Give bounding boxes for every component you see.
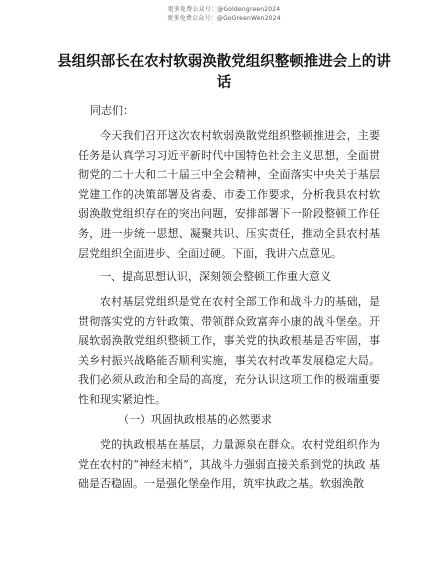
subsection-heading-1: （一）巩固执政根基的必然要求 bbox=[118, 413, 272, 426]
paragraph-significance: 农村基层党组织是党在农村全部工作和战斗力的基础，是贯彻落实党的方针政策、带领群众致富奔小康的战斗堡垒。开展软弱涣散党组织整顿工作，事关党的执政根基是否牢固，事关乡村振兴战略能否顺利实施，事关农村改革发展稳定大局。我们必须从政治和全局的高度，充分认识这项工作的极端重要性和现实紧迫性。 bbox=[78, 295, 380, 406]
paragraph-foundation: 党的执政根基在基层，力量源泉在群众。农村党组织作为党在农村的“神经末梢”，其战斗力强弱直接关系到党的执政 基础是否稳固。一是强化堡垒作用，筑牢执政之基。软弱涣散 bbox=[78, 438, 380, 491]
section-heading-1: 一、提高思想认识，深刻领会整顿工作重大意义 bbox=[100, 270, 331, 283]
salutation: 同志们： bbox=[90, 104, 134, 117]
document-title: 县组织部长在农村软弱涣散党组织整顿推进会上的讲话 bbox=[57, 54, 391, 91]
watermark-line-1: 更多免费公众号：@Goldengreen2024 bbox=[167, 6, 281, 13]
watermark-line-2: 更多免费公众号：@GoGreenWen2024 bbox=[167, 15, 281, 22]
paragraph-intro: 今天我们召开这次农村软弱涣散党组织整顿推进会，主要任务是认真学习习近平新时代中国特色社会主义思想，全面贯彻党的二十大和二十届三中全会精神，全面落实中央关于基层党建工作的决策部署及省委、市委工作要求，分析我县农村软弱涣散党组织存在的突出问题，安排部署下一阶段整顿工作任务，进一步统一思想、凝聚共识、压实责任，推动全县农村基层党组织全面进步、全面过硬。下面，我讲六点意见。 bbox=[78, 129, 380, 260]
